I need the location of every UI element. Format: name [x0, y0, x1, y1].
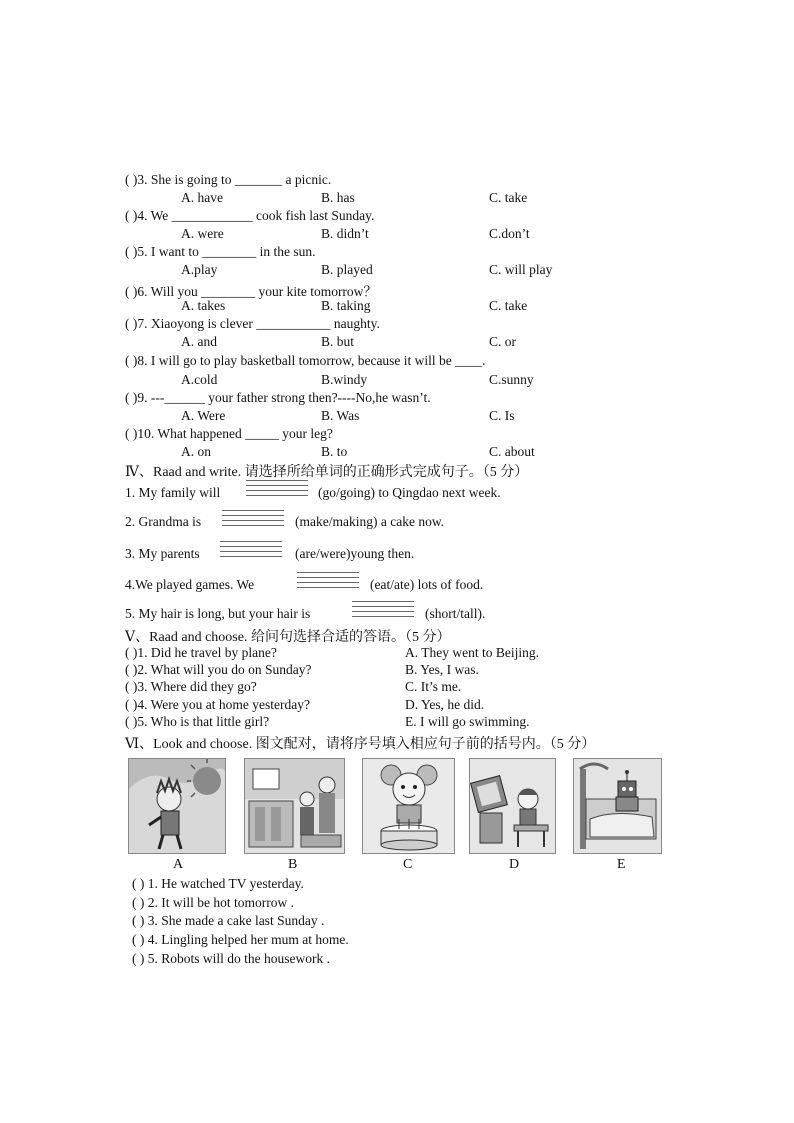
- match-answer-d: D. Yes, he did.: [405, 697, 485, 712]
- option-c: C. or: [489, 334, 516, 349]
- question-text: ( )3. She is going to _______ a picnic.: [125, 172, 332, 187]
- picture-label-b: B: [288, 857, 298, 872]
- option-a: A.play: [181, 262, 218, 277]
- option-b: B. didn’t: [321, 226, 369, 241]
- option-a: A. were: [181, 226, 224, 241]
- question-text: ( )8. I will go to play basketball tomorrow, because it will be ____.: [125, 353, 486, 368]
- fill-item-1-after: (go/going) to Qingdao next week.: [318, 485, 501, 500]
- picture-a-hot-day: [128, 758, 226, 854]
- option-a: A. have: [181, 190, 223, 205]
- picture-label-c: C: [403, 857, 413, 872]
- picture-b-helping-at-home: [244, 758, 345, 854]
- fill-item-2-after: (make/making) a cake now.: [295, 514, 445, 529]
- answer-lines-5[interactable]: [352, 601, 414, 621]
- fill-item-1-before: 1. My family will: [125, 485, 221, 500]
- match-question-3: ( )3. Where did they go?: [125, 679, 257, 694]
- question-text: ( )10. What happened _____ your leg?: [125, 426, 333, 441]
- question-text: ( )7. Xiaoyong is clever ___________ naughty.: [125, 316, 380, 331]
- option-b: B. but: [321, 334, 355, 349]
- picture-d-watching-tv: [469, 758, 556, 854]
- option-a: A. on: [181, 444, 211, 459]
- fill-item-2-before: 2. Grandma is: [125, 514, 202, 529]
- option-b: B.windy: [321, 372, 368, 387]
- picture-sentence-1: ( ) 1. He watched TV yesterday.: [132, 876, 304, 891]
- picture-sentence-2: ( ) 2. It will be hot tomorrow .: [132, 895, 294, 910]
- option-a: A.cold: [181, 372, 218, 387]
- answer-lines-3[interactable]: [220, 541, 282, 561]
- option-b: B. played: [321, 262, 373, 277]
- picture-sentence-4: ( ) 4. Lingling helped her mum at home.: [132, 932, 349, 947]
- match-answer-c: C. It’s me.: [405, 679, 462, 694]
- fill-item-4-after: (eat/ate) lots of food.: [370, 577, 484, 592]
- option-b: B. to: [321, 444, 348, 459]
- question-text: ( )5. I want to ________ in the sun.: [125, 244, 316, 259]
- option-c: C.sunny: [489, 372, 534, 387]
- option-b: B. Was: [321, 408, 360, 423]
- question-text: ( )4. We ____________ cook fish last Sunday.: [125, 208, 375, 223]
- option-b: B. taking: [321, 298, 371, 313]
- picture-sentence-3: ( ) 3. She made a cake last Sunday .: [132, 913, 325, 928]
- picture-c-making-cake: [362, 758, 455, 854]
- option-c: C. Is: [489, 408, 515, 423]
- section-5-title: Ⅴ、Raad and choose. 给问句选择合适的答语。（5 分）: [125, 630, 451, 645]
- match-question-1: ( )1. Did he travel by plane?: [125, 645, 277, 660]
- picture-label-e: E: [617, 857, 626, 872]
- option-a: A. and: [181, 334, 217, 349]
- answer-lines-4[interactable]: [297, 572, 359, 592]
- fill-item-5-after: (short/tall).: [425, 606, 486, 621]
- option-c: C.don’t: [489, 226, 530, 241]
- question-text: ( )9. ---______ your father strong then?----No,he wasn’t.: [125, 390, 431, 405]
- match-answer-b: B. Yes, I was.: [405, 662, 479, 677]
- option-a: A. Were: [181, 408, 226, 423]
- picture-label-a: A: [173, 857, 184, 872]
- answer-lines-1[interactable]: [246, 480, 308, 500]
- match-question-4: ( )4. Were you at home yesterday?: [125, 697, 310, 712]
- option-c: C. about: [489, 444, 535, 459]
- fill-item-5-before: 5. My hair is long, but your hair is: [125, 606, 311, 621]
- picture-label-d: D: [509, 857, 520, 872]
- fill-item-3-after: (are/were)young then.: [295, 546, 415, 561]
- option-b: B. has: [321, 190, 355, 205]
- match-answer-a: A. They went to Beijing.: [405, 645, 539, 660]
- option-a: A. takes: [181, 298, 226, 313]
- section-6-title: Ⅵ、Look and choose. 图文配对，请将序号填入相应句子前的括号内。（5 分）: [125, 737, 596, 752]
- match-question-5: ( )5. Who is that little girl?: [125, 714, 270, 729]
- option-c: C. take: [489, 190, 528, 205]
- picture-e-robot-housework: [573, 758, 662, 854]
- match-question-2: ( )2. What will you do on Sunday?: [125, 662, 312, 677]
- question-text: ( )6. Will you ________ your kite tomorrow？: [125, 284, 377, 299]
- answer-lines-2[interactable]: [222, 510, 284, 530]
- picture-sentence-5: ( ) 5. Robots will do the housework .: [132, 951, 330, 966]
- fill-item-3-before: 3. My parents: [125, 546, 200, 561]
- section-4-title: Ⅳ、Raad and write. 请选择所给单词的正确形式完成句子。（5 分）: [125, 465, 529, 480]
- option-c: C. will play: [489, 262, 553, 277]
- match-answer-e: E. I will go swimming.: [405, 714, 530, 729]
- fill-item-4-before: 4.We played games. We: [125, 577, 255, 592]
- option-c: C. take: [489, 298, 528, 313]
